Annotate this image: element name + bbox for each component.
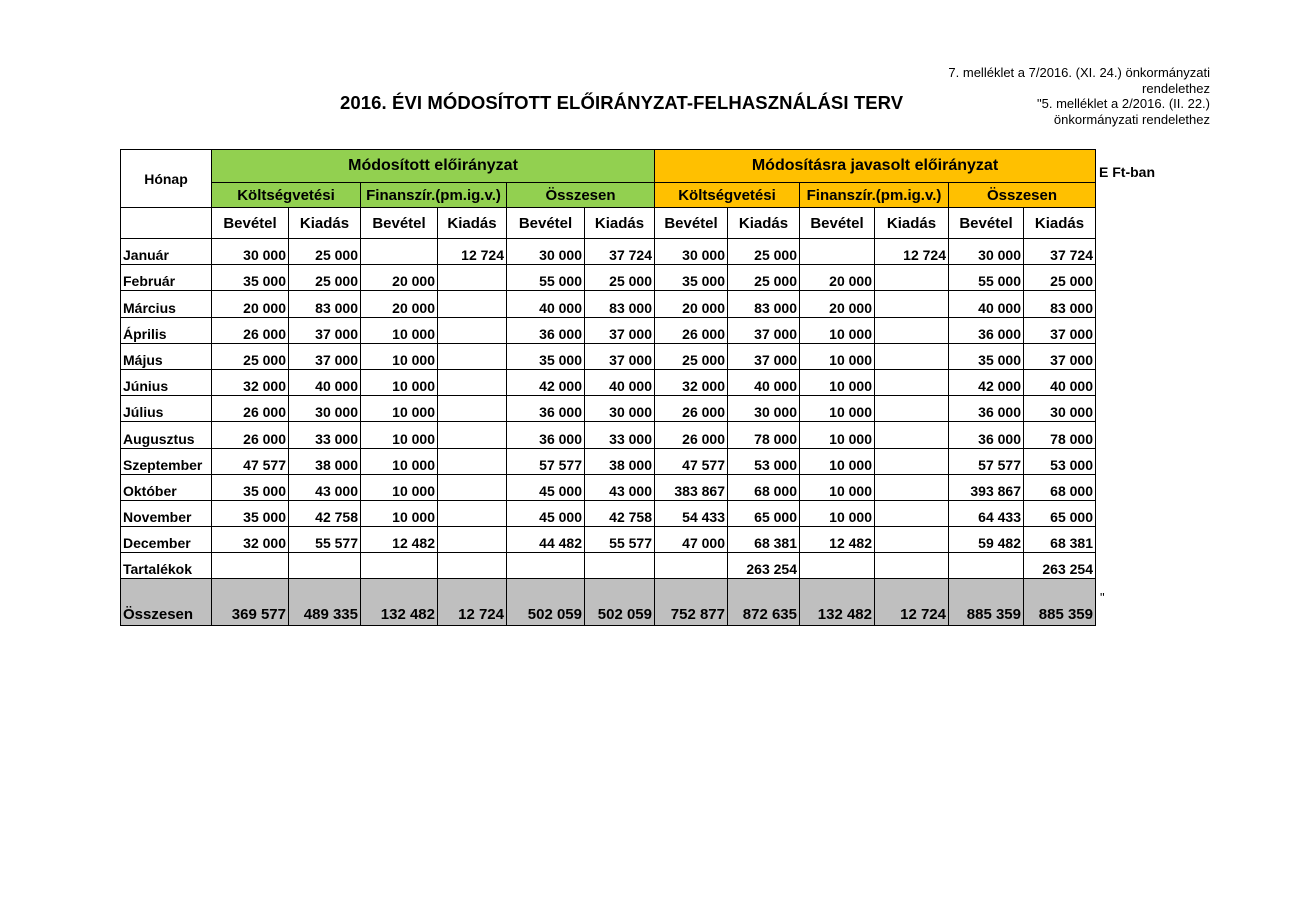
value-cell: 36 000 <box>949 396 1024 422</box>
value-cell: 10 000 <box>800 317 875 343</box>
total-value-cell: 12 724 <box>875 579 949 626</box>
value-cell: 393 867 <box>949 474 1024 500</box>
value-cell <box>438 448 507 474</box>
value-cell: 40 000 <box>585 369 655 395</box>
value-cell: 35 000 <box>212 474 289 500</box>
total-value-cell: 885 359 <box>1024 579 1096 626</box>
month-cell: Március <box>121 291 212 317</box>
financing-subheader: Finanszír.(pm.ig.v.) <box>361 183 507 208</box>
value-cell <box>655 553 728 579</box>
value-cell: 10 000 <box>361 396 438 422</box>
total-value-cell: 132 482 <box>361 579 438 626</box>
unit-label: E Ft-ban <box>1099 164 1155 180</box>
annex-note-line: "5. melléklet a 2/2016. (II. 22.) <box>1037 96 1210 111</box>
value-cell: 26 000 <box>212 422 289 448</box>
value-cell: 12 482 <box>361 527 438 553</box>
value-cell <box>875 369 949 395</box>
value-cell: 25 000 <box>289 265 361 291</box>
total-subheader: Összesen <box>949 183 1096 208</box>
value-cell <box>875 474 949 500</box>
value-cell: 25 000 <box>655 343 728 369</box>
value-cell: 83 000 <box>1024 291 1096 317</box>
expense-column-header: Kiadás <box>728 208 800 239</box>
value-cell: 10 000 <box>361 474 438 500</box>
value-cell: 37 000 <box>289 317 361 343</box>
value-cell <box>438 422 507 448</box>
value-cell: 40 000 <box>1024 369 1096 395</box>
value-cell: 26 000 <box>212 396 289 422</box>
budget-subheader: Költségvetési <box>212 183 361 208</box>
value-cell: 37 724 <box>1024 239 1096 265</box>
document-title: 2016. ÉVI MÓDOSÍTOTT ELŐIRÁNYZAT-FELHASZNÁLÁSI TERV <box>340 92 904 113</box>
value-cell: 42 758 <box>289 500 361 526</box>
financing-subheader: Finanszír.(pm.ig.v.) <box>800 183 949 208</box>
month-cell: Október <box>121 474 212 500</box>
value-cell: 42 000 <box>507 369 585 395</box>
value-cell: 57 577 <box>949 448 1024 474</box>
value-cell: 10 000 <box>361 369 438 395</box>
value-cell: 32 000 <box>212 527 289 553</box>
value-cell: 383 867 <box>655 474 728 500</box>
income-column-header: Bevétel <box>361 208 438 239</box>
value-cell: 40 000 <box>728 369 800 395</box>
value-cell <box>438 265 507 291</box>
value-cell: 35 000 <box>949 343 1024 369</box>
value-cell: 37 000 <box>728 317 800 343</box>
value-cell: 30 000 <box>507 239 585 265</box>
value-cell: 37 000 <box>1024 317 1096 343</box>
value-cell: 83 000 <box>585 291 655 317</box>
expense-column-header: Kiadás <box>875 208 949 239</box>
value-cell <box>949 553 1024 579</box>
total-value-cell: 885 359 <box>949 579 1024 626</box>
annex-note-line: önkormányzati rendelethez <box>1053 111 1210 127</box>
value-cell: 20 000 <box>212 291 289 317</box>
value-cell: 36 000 <box>949 317 1024 343</box>
value-cell: 36 000 <box>949 422 1024 448</box>
value-cell: 10 000 <box>800 369 875 395</box>
value-cell: 47 577 <box>655 448 728 474</box>
month-cell: Január <box>121 239 212 265</box>
value-cell: 40 000 <box>949 291 1024 317</box>
value-cell: 26 000 <box>212 317 289 343</box>
value-cell: 10 000 <box>800 448 875 474</box>
value-cell: 25 000 <box>212 343 289 369</box>
value-cell: 78 000 <box>1024 422 1096 448</box>
value-cell: 30 000 <box>728 396 800 422</box>
income-column-header: Bevétel <box>212 208 289 239</box>
value-cell: 37 000 <box>585 343 655 369</box>
value-cell: 55 577 <box>289 527 361 553</box>
value-cell: 32 000 <box>655 369 728 395</box>
value-cell: 30 000 <box>212 239 289 265</box>
value-cell: 30 000 <box>585 396 655 422</box>
month-cell: Augusztus <box>121 422 212 448</box>
value-cell: 25 000 <box>1024 265 1096 291</box>
expense-column-header: Kiadás <box>585 208 655 239</box>
value-cell: 40 000 <box>289 369 361 395</box>
value-cell: 38 000 <box>585 448 655 474</box>
total-label-cell: Összesen <box>121 579 212 626</box>
month-cell: Május <box>121 343 212 369</box>
value-cell: 55 000 <box>949 265 1024 291</box>
value-cell <box>875 343 949 369</box>
value-cell: 12 724 <box>438 239 507 265</box>
value-cell: 32 000 <box>212 369 289 395</box>
modified-appropriation-header: Módosított előirányzat <box>212 150 655 183</box>
value-cell: 47 000 <box>655 527 728 553</box>
expense-column-header: Kiadás <box>289 208 361 239</box>
value-cell: 10 000 <box>800 474 875 500</box>
value-cell: 10 000 <box>361 422 438 448</box>
value-cell: 10 000 <box>361 448 438 474</box>
value-cell: 10 000 <box>800 343 875 369</box>
table-row <box>121 527 1096 553</box>
value-cell: 25 000 <box>585 265 655 291</box>
month-blank-cell <box>121 208 212 239</box>
value-cell: 68 000 <box>1024 474 1096 500</box>
value-cell: 42 000 <box>949 369 1024 395</box>
total-value-cell: 369 577 <box>212 579 289 626</box>
value-cell: 35 000 <box>507 343 585 369</box>
value-cell: 10 000 <box>361 500 438 526</box>
value-cell <box>875 396 949 422</box>
value-cell: 55 000 <box>507 265 585 291</box>
value-cell <box>800 553 875 579</box>
income-column-header: Bevétel <box>655 208 728 239</box>
value-cell: 65 000 <box>728 500 800 526</box>
value-cell: 25 000 <box>289 239 361 265</box>
budget-subheader: Költségvetési <box>655 183 800 208</box>
value-cell: 38 000 <box>289 448 361 474</box>
value-cell: 43 000 <box>585 474 655 500</box>
annex-note-line: 7. melléklet a 7/2016. (XI. 24.) önkormányzati <box>948 65 1210 80</box>
value-cell: 65 000 <box>1024 500 1096 526</box>
table-row <box>121 317 1096 343</box>
value-cell: 68 381 <box>1024 527 1096 553</box>
value-cell: 10 000 <box>361 317 438 343</box>
value-cell <box>438 369 507 395</box>
value-cell: 33 000 <box>585 422 655 448</box>
value-cell: 64 433 <box>949 500 1024 526</box>
value-cell: 37 000 <box>1024 343 1096 369</box>
table-row <box>121 369 1096 395</box>
table-row <box>121 265 1096 291</box>
value-cell: 10 000 <box>800 396 875 422</box>
total-value-cell: 752 877 <box>655 579 728 626</box>
value-cell: 30 000 <box>949 239 1024 265</box>
value-cell: 44 482 <box>507 527 585 553</box>
total-subheader: Összesen <box>507 183 655 208</box>
value-cell: 10 000 <box>361 343 438 369</box>
month-cell: Szeptember <box>121 448 212 474</box>
value-cell: 33 000 <box>289 422 361 448</box>
value-cell: 26 000 <box>655 396 728 422</box>
table-row <box>121 500 1096 526</box>
value-cell <box>438 396 507 422</box>
value-cell <box>875 291 949 317</box>
value-cell: 36 000 <box>507 422 585 448</box>
value-cell: 36 000 <box>507 317 585 343</box>
annex-note-line: rendelethez <box>1142 80 1210 96</box>
value-cell: 43 000 <box>289 474 361 500</box>
value-cell <box>289 553 361 579</box>
value-cell: 12 724 <box>875 239 949 265</box>
value-cell: 30 000 <box>655 239 728 265</box>
value-cell <box>507 553 585 579</box>
value-cell: 37 724 <box>585 239 655 265</box>
value-cell: 10 000 <box>800 422 875 448</box>
value-cell <box>438 317 507 343</box>
value-cell <box>438 500 507 526</box>
income-column-header: Bevétel <box>949 208 1024 239</box>
value-cell: 54 433 <box>655 500 728 526</box>
value-cell <box>438 474 507 500</box>
value-cell: 57 577 <box>507 448 585 474</box>
value-cell: 263 254 <box>728 553 800 579</box>
value-cell: 263 254 <box>1024 553 1096 579</box>
value-cell <box>585 553 655 579</box>
value-cell: 37 000 <box>728 343 800 369</box>
total-value-cell: 489 335 <box>289 579 361 626</box>
total-value-cell: 12 724 <box>438 579 507 626</box>
value-cell: 35 000 <box>212 500 289 526</box>
value-cell: 20 000 <box>655 291 728 317</box>
value-cell: 30 000 <box>1024 396 1096 422</box>
value-cell: 20 000 <box>800 291 875 317</box>
value-cell <box>438 553 507 579</box>
table-row <box>121 448 1096 474</box>
value-cell: 26 000 <box>655 317 728 343</box>
total-row <box>121 579 1096 626</box>
month-cell: Tartalékok <box>121 553 212 579</box>
value-cell: 26 000 <box>655 422 728 448</box>
value-cell: 37 000 <box>289 343 361 369</box>
value-cell <box>875 317 949 343</box>
value-cell <box>438 343 507 369</box>
month-cell: Február <box>121 265 212 291</box>
value-cell: 20 000 <box>800 265 875 291</box>
month-cell: Június <box>121 369 212 395</box>
value-cell: 47 577 <box>212 448 289 474</box>
table-row <box>121 422 1096 448</box>
value-cell: 83 000 <box>728 291 800 317</box>
value-cell: 20 000 <box>361 265 438 291</box>
table-row <box>121 396 1096 422</box>
value-cell: 12 482 <box>800 527 875 553</box>
value-cell: 25 000 <box>728 239 800 265</box>
total-value-cell: 872 635 <box>728 579 800 626</box>
table-row <box>121 343 1096 369</box>
income-column-header: Bevétel <box>800 208 875 239</box>
value-cell: 78 000 <box>728 422 800 448</box>
table-row <box>121 239 1096 265</box>
month-column-header: Hónap <box>121 150 212 208</box>
month-cell: November <box>121 500 212 526</box>
proposed-appropriation-header: Módosításra javasolt előirányzat <box>655 150 1096 183</box>
value-cell <box>875 553 949 579</box>
value-cell <box>361 553 438 579</box>
value-cell: 42 758 <box>585 500 655 526</box>
value-cell <box>875 527 949 553</box>
value-cell <box>800 239 875 265</box>
total-value-cell: 502 059 <box>585 579 655 626</box>
allocation-plan-table <box>120 149 1096 626</box>
month-cell: December <box>121 527 212 553</box>
value-cell: 30 000 <box>289 396 361 422</box>
month-cell: Július <box>121 396 212 422</box>
value-cell: 53 000 <box>1024 448 1096 474</box>
value-cell: 10 000 <box>800 500 875 526</box>
total-value-cell: 132 482 <box>800 579 875 626</box>
value-cell <box>875 500 949 526</box>
value-cell: 35 000 <box>212 265 289 291</box>
expense-column-header: Kiadás <box>1024 208 1096 239</box>
value-cell: 45 000 <box>507 474 585 500</box>
value-cell <box>361 239 438 265</box>
closing-quote: " <box>1100 590 1105 605</box>
value-cell: 68 000 <box>728 474 800 500</box>
value-cell: 59 482 <box>949 527 1024 553</box>
value-cell: 53 000 <box>728 448 800 474</box>
value-cell: 40 000 <box>507 291 585 317</box>
annex-reference-note <box>948 65 1210 127</box>
table-row <box>121 474 1096 500</box>
value-cell: 20 000 <box>361 291 438 317</box>
value-cell <box>875 265 949 291</box>
expense-column-header: Kiadás <box>438 208 507 239</box>
value-cell <box>875 422 949 448</box>
value-cell: 83 000 <box>289 291 361 317</box>
value-cell <box>438 291 507 317</box>
value-cell: 25 000 <box>728 265 800 291</box>
table-row <box>121 553 1096 579</box>
value-cell: 55 577 <box>585 527 655 553</box>
value-cell: 45 000 <box>507 500 585 526</box>
total-value-cell: 502 059 <box>507 579 585 626</box>
value-cell: 37 000 <box>585 317 655 343</box>
value-cell <box>212 553 289 579</box>
value-cell <box>438 527 507 553</box>
value-cell <box>875 448 949 474</box>
value-cell: 68 381 <box>728 527 800 553</box>
table-row <box>121 291 1096 317</box>
value-cell: 36 000 <box>507 396 585 422</box>
month-cell: Április <box>121 317 212 343</box>
value-cell: 35 000 <box>655 265 728 291</box>
income-column-header: Bevétel <box>507 208 585 239</box>
